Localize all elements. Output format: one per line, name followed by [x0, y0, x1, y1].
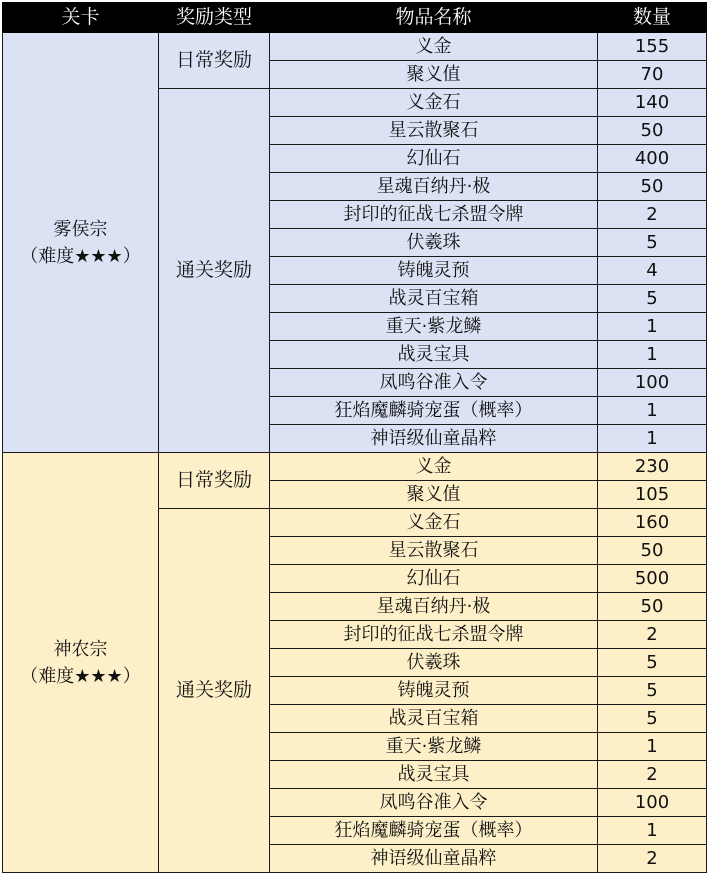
stage-difficulty: （难度★★★） [20, 665, 141, 687]
quantity-cell: 105 [598, 481, 707, 509]
table-row [3, 453, 707, 481]
quantity-cell: 100 [598, 789, 707, 817]
stage-section-wuhouzong [3, 33, 707, 453]
header-stage: 关卡 [3, 3, 159, 33]
item-name-cell: 战灵百宝箱 [270, 285, 598, 313]
quantity-cell: 2 [598, 845, 707, 873]
item-name-cell: 聚义值 [270, 481, 598, 509]
quantity-cell: 5 [598, 705, 707, 733]
quantity-cell: 160 [598, 509, 707, 537]
item-name-cell: 义金石 [270, 89, 598, 117]
item-name-cell: 神语级仙童晶粹 [270, 425, 598, 453]
stage-cell [3, 33, 159, 453]
stage-name: 神农宗 [53, 638, 108, 660]
header-quantity: 数量 [598, 3, 707, 33]
stage-name: 雾侯宗 [53, 218, 108, 240]
item-name-cell: 凤鸣谷准入令 [270, 789, 598, 817]
item-name-cell: 封印的征战七杀盟令牌 [270, 621, 598, 649]
item-name-cell: 幻仙石 [270, 145, 598, 173]
quantity-cell: 5 [598, 285, 707, 313]
item-name-cell: 星云散聚石 [270, 117, 598, 145]
quantity-cell: 50 [598, 117, 707, 145]
item-name-cell: 铸魄灵预 [270, 257, 598, 285]
quantity-cell: 1 [598, 341, 707, 369]
quantity-cell: 100 [598, 369, 707, 397]
quantity-cell: 155 [598, 33, 707, 61]
quantity-cell: 5 [598, 229, 707, 257]
item-name-cell: 重天·紫龙鳞 [270, 313, 598, 341]
item-name-cell: 聚义值 [270, 61, 598, 89]
quantity-cell: 4 [598, 257, 707, 285]
item-name-cell: 凤鸣谷准入令 [270, 369, 598, 397]
quantity-cell: 1 [598, 425, 707, 453]
quantity-cell: 50 [598, 537, 707, 565]
item-name-cell: 星魂百纳丹·极 [270, 173, 598, 201]
item-name-cell: 幻仙石 [270, 565, 598, 593]
item-name-cell: 义金 [270, 33, 598, 61]
table-row [3, 33, 707, 61]
quantity-cell: 5 [598, 677, 707, 705]
quantity-cell: 500 [598, 565, 707, 593]
reward-type-daily: 日常奖励 [159, 453, 270, 509]
stage-difficulty: （难度★★★） [20, 245, 141, 267]
quantity-cell: 2 [598, 621, 707, 649]
item-name-cell: 伏羲珠 [270, 649, 598, 677]
quantity-cell: 400 [598, 145, 707, 173]
rewards-table [2, 2, 707, 873]
item-name-cell: 义金石 [270, 509, 598, 537]
reward-type-clear: 通关奖励 [159, 509, 270, 873]
header-item-name: 物品名称 [270, 3, 598, 33]
item-name-cell: 狂焰魔麟骑宠蛋（概率） [270, 817, 598, 845]
stage-section-shennongzong [3, 453, 707, 873]
quantity-cell: 1 [598, 733, 707, 761]
item-name-cell: 神语级仙童晶粹 [270, 845, 598, 873]
quantity-cell: 230 [598, 453, 707, 481]
quantity-cell: 1 [598, 313, 707, 341]
item-name-cell: 伏羲珠 [270, 229, 598, 257]
stage-cell [3, 453, 159, 873]
item-name-cell: 狂焰魔麟骑宠蛋（概率） [270, 397, 598, 425]
item-name-cell: 战灵百宝箱 [270, 705, 598, 733]
quantity-cell: 5 [598, 649, 707, 677]
header-row [3, 3, 707, 33]
item-name-cell: 封印的征战七杀盟令牌 [270, 201, 598, 229]
reward-type-clear: 通关奖励 [159, 89, 270, 453]
item-name-cell: 战灵宝具 [270, 761, 598, 789]
header-reward-type: 奖励类型 [159, 3, 270, 33]
reward-type-daily: 日常奖励 [159, 33, 270, 89]
item-name-cell: 战灵宝具 [270, 341, 598, 369]
quantity-cell: 70 [598, 61, 707, 89]
quantity-cell: 2 [598, 201, 707, 229]
quantity-cell: 2 [598, 761, 707, 789]
item-name-cell: 星云散聚石 [270, 537, 598, 565]
quantity-cell: 50 [598, 593, 707, 621]
item-name-cell: 铸魄灵预 [270, 677, 598, 705]
quantity-cell: 1 [598, 817, 707, 845]
quantity-cell: 140 [598, 89, 707, 117]
item-name-cell: 星魂百纳丹·极 [270, 593, 598, 621]
item-name-cell: 义金 [270, 453, 598, 481]
item-name-cell: 重天·紫龙鳞 [270, 733, 598, 761]
quantity-cell: 50 [598, 173, 707, 201]
quantity-cell: 1 [598, 397, 707, 425]
